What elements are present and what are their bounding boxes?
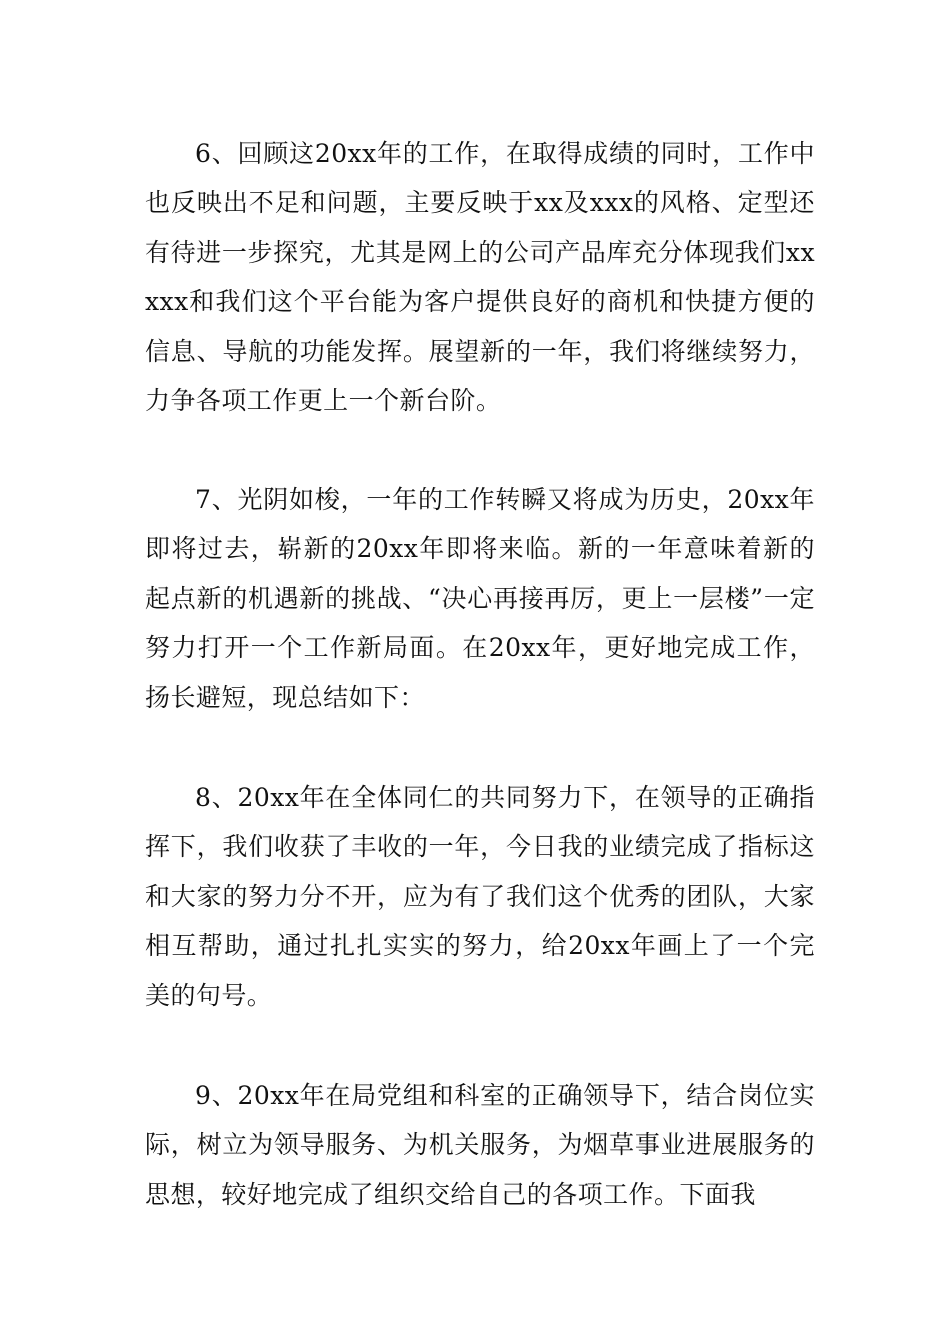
paragraph-8: 8、20xx年在全体同仁的共同努力下，在领导的正确指挥下，我们收获了丰收的一年，今日我的业绩完成了指标这和大家的努力分不开，应为有了我们这个优秀的团队，大家相互帮助，通过扎扎实实的努力，给20xx年画上了一个完美的句号。 xyxy=(145,783,815,1010)
paragraph-6: 6、回顾这20xx年的工作，在取得成绩的同时，工作中也反映出不足和问题，主要反映于xx及xxx的风格、定型还有待进一步探究，尤其是网上的公司产品库充分体现我们xxxxx和我们这个平台能为客户提供良好的商机和快捷方便的信息、导航的功能发挥。展望新的一年，我们将继续努力，力争各项工作更上一个新台阶。 xyxy=(145,139,815,416)
paragraph-7: 7、光阴如梭，一年的工作转瞬又将成为历史，20xx年即将过去，崭新的20xx年即将来临。新的一年意味着新的起点新的机遇新的挑战、“决心再接再厉，更上一层楼”一定努力打开一个工作新局面。在20xx年，更好地完成工作，扬长避短，现总结如下： xyxy=(145,485,815,712)
paragraph-9: 9、20xx年在局党组和科室的正确领导下，结合岗位实际，树立为领导服务、为机关服务，为烟草事业进展服务的思想，较好地完成了组织交给自己的各项工作。下面我 xyxy=(145,1081,815,1209)
